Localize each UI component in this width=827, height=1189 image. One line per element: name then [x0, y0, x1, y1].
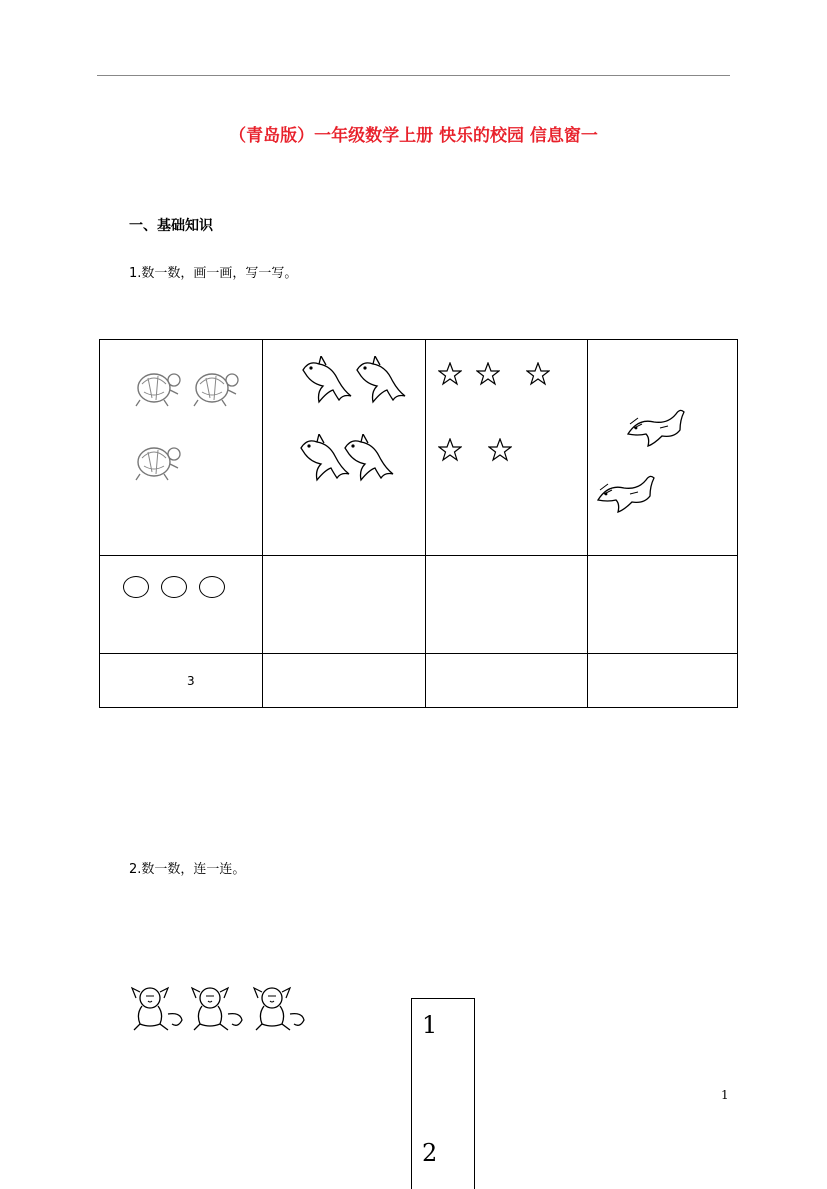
page-number: 1 [721, 1088, 729, 1102]
turtle-icon [192, 368, 240, 408]
bird-icon [624, 404, 686, 450]
star-icon [476, 362, 500, 386]
question-1: 1.数一数，画一画，写一写。 [129, 266, 298, 281]
turtle-icon [134, 442, 182, 482]
circle-icon [161, 576, 187, 598]
star-icon [488, 438, 512, 462]
draw-cell-2[interactable] [263, 556, 426, 654]
number-option[interactable]: 1 [422, 1011, 438, 1039]
dolphin-cell [263, 340, 426, 556]
monkey-icon [188, 984, 248, 1036]
write-cell-2[interactable] [263, 654, 426, 708]
star-icon [526, 362, 550, 386]
example-answer: 3 [187, 674, 195, 688]
draw-cell-1 [100, 556, 263, 654]
circle-icon [123, 576, 149, 598]
dolphin-icon [353, 356, 409, 406]
number-option[interactable]: 2 [422, 1139, 438, 1167]
counting-table [99, 339, 738, 708]
section-heading: 一、基础知识 [129, 218, 213, 234]
star-icon [438, 362, 462, 386]
number-box [411, 998, 475, 1189]
turtle-cell [100, 340, 263, 556]
dolphin-icon [299, 356, 355, 406]
star-icon [438, 438, 462, 462]
write-cell-1 [100, 654, 263, 708]
draw-cell-4[interactable] [588, 556, 738, 654]
question-2: 2.数一数，连一连。 [129, 862, 246, 877]
monkey-icon [128, 984, 188, 1036]
write-cell-4[interactable] [588, 654, 738, 708]
star-cell [426, 340, 588, 556]
turtle-icon [134, 368, 182, 408]
draw-cell-3[interactable] [426, 556, 588, 654]
bird-cell [588, 340, 738, 556]
write-cell-3[interactable] [426, 654, 588, 708]
circle-icon [199, 576, 225, 598]
bird-icon [594, 470, 656, 516]
monkey-icon [250, 984, 310, 1036]
header-rule [97, 75, 730, 76]
page-title: （青岛版）一年级数学上册 快乐的校园 信息窗一 [229, 126, 598, 146]
dolphin-icon [341, 434, 397, 484]
